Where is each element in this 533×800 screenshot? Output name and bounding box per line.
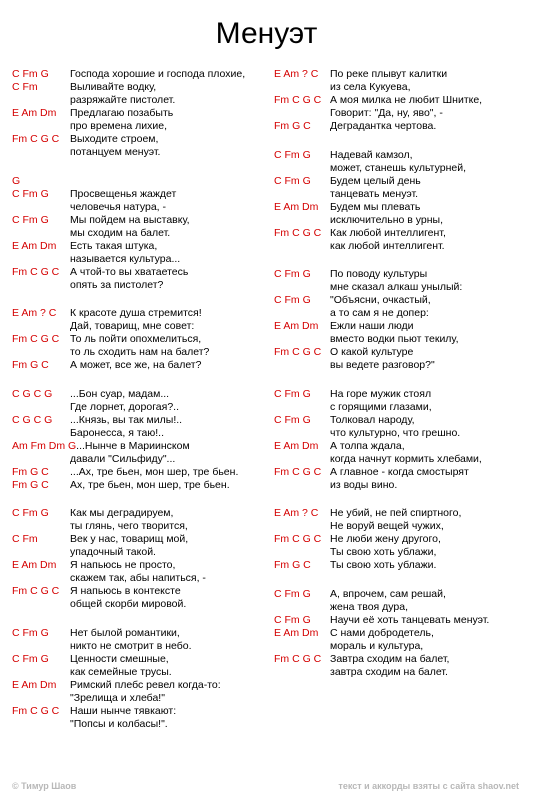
lyric-text: завтра сходим на балет.: [330, 665, 448, 678]
chord-label: [274, 427, 330, 440]
lyric-line: [274, 427, 526, 440]
stanza: [274, 388, 526, 492]
lyric-line: [274, 346, 526, 359]
chord-label: [274, 453, 330, 466]
lyric-line: [12, 133, 262, 146]
lyric-text: Не люби жену другого,: [330, 533, 441, 545]
chord-label: Fm G C: [274, 559, 311, 571]
lyric-text: С нами добродетель,: [330, 626, 434, 639]
chord-label: Fm C G C: [274, 226, 322, 239]
chord-label: [12, 227, 70, 240]
lyric-line: [12, 627, 262, 640]
lyric-line: [12, 201, 262, 214]
chord-label: C Fm G: [274, 413, 311, 426]
chord-label: E Am Dm: [274, 200, 319, 213]
lyric-text: мораль и культура,: [330, 639, 424, 652]
lyric-line: [12, 718, 262, 731]
lyric-line: [12, 401, 262, 414]
lyric-line: [274, 614, 526, 627]
lyric-line: [12, 679, 262, 692]
right-column: [274, 68, 526, 694]
lyric-text: давали "Сильфиду"...: [70, 452, 176, 465]
chord-label: [274, 307, 330, 320]
lyric-line: [12, 585, 262, 598]
lyric-line: [12, 94, 262, 107]
lyric-text: потанцуем менуэт.: [70, 146, 161, 158]
lyric-text: А может, все же, на балет?: [70, 359, 202, 371]
chord-label: [12, 120, 70, 133]
chord-label: C Fm G: [274, 587, 311, 600]
lyric-text: опять за пистолет?: [70, 278, 164, 291]
chord-label: [12, 401, 70, 414]
stanza: [12, 175, 262, 292]
chord-label: [12, 94, 70, 107]
chord-label: [274, 188, 330, 201]
lyric-text: Не воруй вещей чужих,: [330, 520, 444, 532]
lyric-line: [12, 388, 262, 401]
chord-label: C Fm G: [274, 268, 311, 280]
lyric-text: общей скорби мировой.: [70, 598, 187, 610]
lyric-text: а то сам я не допер:: [330, 307, 429, 319]
chord-label: [12, 320, 70, 333]
lyric-line: [274, 627, 526, 640]
chord-label: [12, 718, 70, 731]
chord-label: [12, 346, 70, 359]
lyric-line: [274, 162, 526, 175]
chord-label: Fm C G C: [12, 704, 60, 717]
lyric-line: [274, 453, 526, 466]
lyric-text: Будем целый день: [330, 174, 421, 187]
chord-label: [12, 253, 70, 266]
chord-label: Fm C G C: [12, 265, 60, 278]
lyric-line: [12, 453, 262, 466]
lyric-line: [274, 653, 526, 666]
lyric-text: ...Бон суар, мадам...: [70, 387, 170, 400]
chord-label: E Am Dm: [12, 559, 57, 571]
lyric-line: [274, 188, 526, 201]
lyric-line: [12, 146, 262, 159]
lyric-text: Дай, товарищ, мне совет:: [70, 320, 195, 332]
lyric-line: [12, 414, 262, 427]
lyric-text: из воды вино.: [330, 478, 398, 491]
lyric-text: вы ведете разговор?": [330, 359, 435, 371]
chord-label: Fm C G C: [274, 652, 322, 665]
lyric-line: [12, 81, 262, 94]
lyric-text: скажем так, абы напиться, -: [70, 572, 206, 584]
chord-label: [274, 281, 330, 294]
lyric-line: [274, 640, 526, 653]
lyric-line: [274, 294, 526, 307]
lyric-text: Я напьюсь не просто,: [70, 559, 176, 571]
lyric-text: Говорит: "Да, ну, яво", -: [330, 107, 443, 119]
lyric-text: с горящими глазами,: [330, 400, 432, 413]
chord-label: [12, 279, 70, 292]
lyric-line: [274, 175, 526, 188]
lyric-text: По поводу культуры: [330, 268, 428, 280]
chord-label: [274, 601, 330, 614]
chord-label: E Am Dm: [12, 107, 57, 119]
lyric-text: К красоте душа стремится!: [70, 307, 202, 319]
chord-label: [12, 598, 70, 611]
chord-label: [12, 520, 70, 533]
chord-label: [12, 453, 70, 466]
lyric-line: [12, 479, 262, 492]
chord-label: [274, 640, 330, 653]
lyric-line: [274, 227, 526, 240]
chord-label: C G C G: [12, 413, 53, 426]
lyric-line: [12, 705, 262, 718]
lyric-line: [274, 507, 526, 520]
lyric-text: когда начнут кормить хлебами,: [330, 452, 482, 465]
lyric-line: [12, 107, 262, 120]
lyric-text: О какой культуре: [330, 346, 414, 358]
lyric-text: То ль пойти опохмелиться,: [70, 333, 202, 345]
chord-label: [274, 546, 330, 559]
lyric-text: ты глянь, чего творится,: [70, 520, 188, 532]
stanza: [274, 268, 526, 372]
lyric-text: ...Ах, тре бьен, мон шер, тре бьен.: [70, 465, 239, 478]
stanza: [274, 507, 526, 572]
lyric-line: [12, 640, 262, 653]
chord-label: Fm C G C: [274, 346, 322, 358]
lyric-text: [70, 175, 262, 188]
chord-label: Fm C G C: [12, 333, 60, 345]
lyric-text: мы сходим на балет.: [70, 226, 171, 239]
chord-label: Fm C G C: [274, 533, 322, 545]
chord-label: [274, 520, 330, 533]
lyric-text: разряжайте пистолет.: [70, 94, 176, 106]
stanza: [12, 388, 262, 492]
lyric-text: Деградантка чертова.: [330, 120, 437, 132]
lyric-line: [12, 520, 262, 533]
lyric-text: Мы пойдем на выставку,: [70, 213, 190, 226]
lyric-text: "Попсы и колбасы!".: [70, 717, 168, 730]
lyric-line: [274, 666, 526, 679]
lyric-line: [12, 333, 262, 346]
lyric-line: [12, 214, 262, 227]
lyric-line: [12, 240, 262, 253]
chord-label: C Fm G: [274, 387, 311, 400]
chord-label: C Fm G: [12, 626, 49, 639]
stanza: [12, 68, 262, 159]
chord-label: E Am Dm: [12, 678, 57, 691]
lyric-text: Будем мы плевать: [330, 200, 421, 213]
lyric-line: [12, 253, 262, 266]
lyric-text: Предлагаю позабыть: [70, 107, 174, 119]
stanza: [274, 588, 526, 679]
lyric-line: [274, 479, 526, 492]
lyric-text: Где лорнет, дорогая?..: [70, 400, 180, 413]
lyric-text: Нет былой романтики,: [70, 626, 180, 639]
lyric-line: [274, 281, 526, 294]
lyric-line: [12, 559, 262, 572]
lyric-line: [12, 359, 262, 372]
lyric-line: [274, 94, 526, 107]
lyric-line: [274, 307, 526, 320]
lyric-line: [12, 427, 262, 440]
lyric-line: [274, 546, 526, 559]
lyric-line: [12, 266, 262, 279]
lyric-line: [274, 388, 526, 401]
chord-label: C Fm G: [274, 148, 311, 161]
chord-label: C Fm G: [274, 174, 311, 187]
chord-label: C Fm: [12, 81, 38, 93]
lyric-text: человечья натура, -: [70, 200, 167, 213]
chord-label: [274, 81, 330, 94]
chord-label: Fm C G C: [12, 133, 60, 145]
lyric-text: ...Нынче в Мариинском: [76, 439, 190, 452]
lyric-text: Ежли наши люди: [330, 320, 414, 332]
lyric-line: [274, 359, 526, 372]
lyric-text: Как мы деградируем,: [70, 507, 174, 519]
lyric-line: [274, 466, 526, 479]
lyric-text: По реке плывут калитки: [330, 68, 448, 80]
lyric-line: [274, 520, 526, 533]
stanza: [12, 307, 262, 372]
stanza: [274, 68, 526, 133]
lyric-line: [274, 81, 526, 94]
lyric-line: [12, 175, 262, 188]
chord-label: Fm C G C: [274, 94, 322, 106]
lyric-text: называется культура...: [70, 252, 181, 265]
chord-label: C Fm G: [12, 507, 49, 519]
lyric-line: [12, 507, 262, 520]
lyric-text: исключительно в урны,: [330, 213, 443, 226]
lyric-line: [274, 201, 526, 214]
lyric-line: [12, 440, 262, 453]
lyric-text: А моя милка не любит Шнитке,: [330, 94, 483, 106]
lyric-line: [12, 279, 262, 292]
lyric-line: [274, 440, 526, 453]
lyric-line: [274, 120, 526, 133]
lyric-text: мне сказал алкаш унылый:: [330, 281, 463, 293]
lyric-text: "Объясни, очкастый,: [330, 294, 431, 306]
chord-label: [274, 666, 330, 679]
lyric-line: [12, 307, 262, 320]
lyric-text: ...Князь, вы так милы!..: [70, 413, 183, 426]
lyric-text: Господа хорошие и господа плохие,: [70, 68, 246, 80]
lyric-text: жена твоя дура,: [330, 600, 408, 613]
chord-label: [12, 546, 70, 559]
lyric-text: А чтой-то вы хватаетесь: [70, 265, 189, 278]
chord-label: [12, 146, 70, 159]
lyric-text: Просвещенья жаждет: [70, 187, 177, 200]
chord-label: E Am Dm: [274, 626, 319, 639]
lyric-text: А, впрочем, сам решай,: [330, 587, 446, 600]
chord-label: [12, 572, 70, 585]
chord-label: [274, 162, 330, 175]
lyric-text: как семейные трусы.: [70, 665, 172, 678]
chord-label: [274, 359, 330, 372]
chord-label: C Fm G: [12, 652, 49, 665]
song-title: Менуэт: [215, 17, 318, 50]
lyric-text: Баронесса, я таю!..: [70, 426, 164, 439]
lyric-text: из села Кукуева,: [330, 81, 411, 93]
lyric-text: про времена лихие,: [70, 120, 168, 132]
lyric-line: [12, 68, 262, 81]
lyric-text: Римский плебс ревел когда-то:: [70, 678, 221, 691]
chord-label: [274, 401, 330, 414]
chord-label: C Fm G: [274, 294, 311, 306]
chord-label: [12, 692, 70, 705]
lyric-text: как любой интеллигент.: [330, 239, 445, 252]
chord-label: [274, 107, 330, 120]
stanza: [12, 627, 262, 731]
lyric-text: упадочный такой.: [70, 546, 156, 558]
chord-label: E Am Dm: [274, 320, 319, 332]
chord-label: E Am ? C: [274, 68, 319, 80]
lyric-line: [12, 320, 262, 333]
chord-label: Am Fm Dm G: [12, 439, 77, 452]
lyric-line: [274, 268, 526, 281]
lyric-line: [12, 466, 262, 479]
lyric-line: [12, 572, 262, 585]
lyric-line: [12, 546, 262, 559]
chord-label: C Fm G: [12, 213, 49, 226]
lyric-line: [12, 188, 262, 201]
chord-label: [274, 240, 330, 253]
lyric-line: [274, 588, 526, 601]
lyric-text: может, станешь культурней,: [330, 161, 466, 174]
lyric-text: Как любой интеллигент,: [330, 226, 446, 239]
lyric-line: [12, 666, 262, 679]
lyric-text: Ты свою хоть ублажи,: [330, 546, 437, 558]
chord-label: E Am Dm: [12, 239, 57, 252]
lyric-line: [274, 533, 526, 546]
lyric-text: Ценности смешные,: [70, 652, 169, 665]
lyric-line: [274, 320, 526, 333]
lyric-text: Есть такая штука,: [70, 239, 158, 252]
lyric-line: [12, 533, 262, 546]
chord-label: C G C G: [12, 387, 53, 400]
lyric-text: вместо водки пьют текилу,: [330, 333, 459, 345]
chord-label: C Fm G: [12, 68, 49, 80]
lyric-text: Научи её хоть танцевать менуэт.: [330, 613, 490, 626]
chord-label: Fm G C: [12, 465, 49, 478]
chord-label: Fm C G C: [12, 585, 60, 597]
lyric-line: [274, 240, 526, 253]
lyric-text: "Зрелища и хлеба!": [70, 691, 165, 704]
lyric-line: [274, 107, 526, 120]
lyric-text: танцевать менуэт.: [330, 187, 419, 200]
lyric-line: [12, 120, 262, 133]
chord-label: C Fm G: [274, 613, 311, 626]
lyric-line: [12, 346, 262, 359]
lyric-text: Наши нынче тявкают:: [70, 704, 177, 717]
chord-label: E Am ? C: [12, 307, 57, 319]
lyric-text: Выливайте водку,: [70, 81, 157, 93]
lyric-text: Завтра сходим на балет,: [330, 652, 450, 665]
left-column: [12, 68, 262, 746]
lyric-text: А толпа ждала,: [330, 439, 405, 452]
lyric-text: то ль сходить нам на балет?: [70, 346, 210, 358]
lyric-line: [274, 149, 526, 162]
chord-label: G: [12, 174, 21, 187]
chord-label: E Am Dm: [274, 439, 319, 452]
lyric-line: [274, 68, 526, 81]
chord-label: C Fm G: [12, 187, 49, 200]
lyric-line: [12, 598, 262, 611]
lyric-text: Я напьюсь в контексте: [70, 585, 181, 597]
lyric-text: Надевай камзол,: [330, 148, 413, 161]
chord-label: [274, 214, 330, 227]
lyric-text: никто не смотрит в небо.: [70, 639, 192, 652]
chord-label: [12, 666, 70, 679]
lyric-text: Ах, тре бьен, мон шер, тре бьен.: [70, 478, 230, 491]
chord-label: Fm G C: [12, 478, 49, 491]
chord-label: E Am ? C: [274, 507, 319, 519]
lyric-line: [274, 333, 526, 346]
lyric-text: Ты свою хоть ублажи.: [330, 559, 437, 571]
stanza: [12, 507, 262, 611]
chord-label: [12, 640, 70, 653]
lyric-text: Толковал народу,: [330, 413, 415, 426]
chord-label: [12, 201, 70, 214]
lyric-line: [12, 227, 262, 240]
lyric-text: что культурно, что грешно.: [330, 426, 461, 439]
lyric-line: [12, 692, 262, 705]
lyric-text: А главное - когда смостырят: [330, 465, 469, 478]
chord-label: Fm C G C: [274, 465, 322, 478]
chord-label: [274, 333, 330, 346]
chord-label: Fm G C: [274, 120, 311, 132]
chord-label: [12, 427, 70, 440]
lyric-line: [274, 559, 526, 572]
lyric-line: [12, 653, 262, 666]
stanza: [274, 149, 526, 253]
chord-label: C Fm: [12, 533, 38, 545]
lyric-text: Век у нас, товарищ мой,: [70, 533, 189, 545]
footer-copyright: © Тимур Шаов: [12, 781, 77, 791]
footer-source: текст и аккорды взяты с сайта shaov.net: [338, 781, 519, 791]
lyric-line: [274, 401, 526, 414]
chord-label: [274, 479, 330, 492]
lyric-text: Не убий, не пей спиртного,: [330, 507, 462, 519]
lyric-line: [274, 214, 526, 227]
lyric-line: [274, 601, 526, 614]
lyric-text: Выходите строем,: [70, 133, 159, 145]
lyric-text: На горе мужик стоял: [330, 387, 432, 400]
chord-label: Fm G C: [12, 359, 49, 371]
lyric-line: [274, 414, 526, 427]
